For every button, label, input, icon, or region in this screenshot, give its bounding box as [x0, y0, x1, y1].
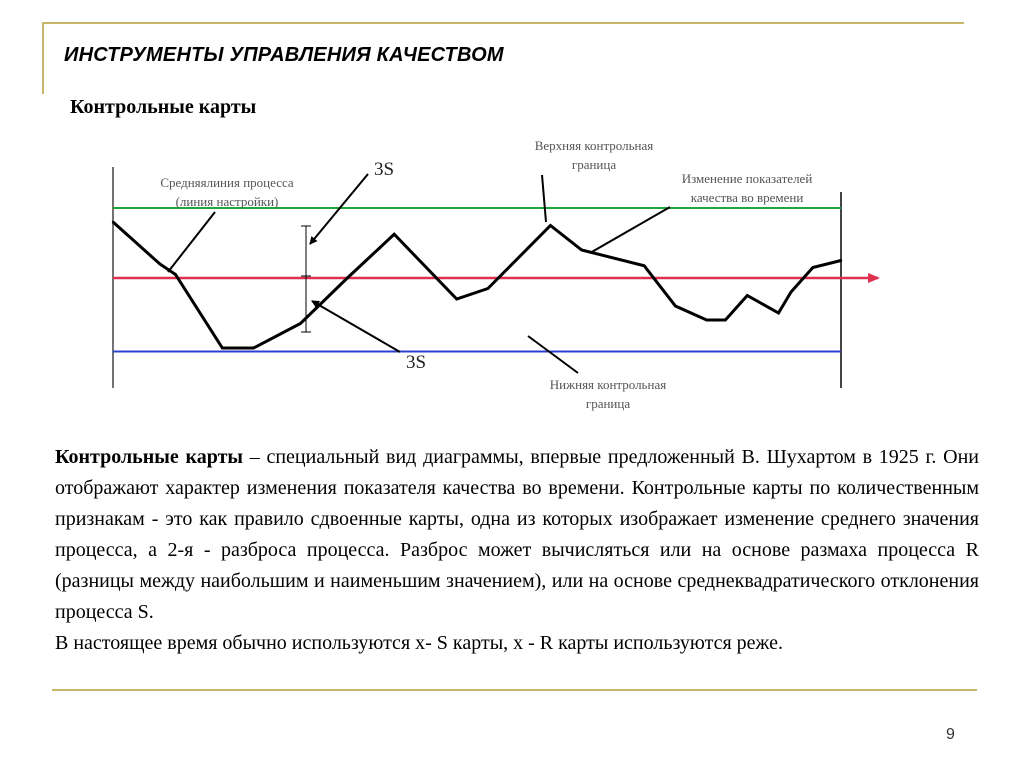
description-text — [55, 442, 979, 659]
data-point — [346, 277, 348, 279]
data-point — [487, 287, 489, 289]
frame-bottom-rule — [52, 689, 977, 691]
description-term: Контрольные карты — [55, 446, 244, 468]
data-point — [724, 319, 726, 321]
page-number: 9 — [946, 726, 955, 743]
data-point — [705, 319, 707, 321]
data-point — [221, 347, 223, 349]
lower-limit-label: Нижняя контрольная граница — [549, 377, 667, 411]
description-body: – специальный вид диаграммы, впервые предложенный В. Шухартом в 1925 г. Они отображают характер изменения показателя качества во времени. Контрольные карты по количественным признакам - это как правило сдвоенные карты, одна из которых изображает изменение среднего значения процесса, а 2-я - разброса процесса. Разброс может вычисляться или на основе размаха процесса R (разницы между наибольшим и наименьшим значением), или на основе среднеквадратического отклонения процесса S. — [55, 446, 979, 623]
center-line-leader — [168, 212, 215, 272]
data-point — [674, 305, 676, 307]
quality-data-points — [112, 221, 842, 349]
data-point — [174, 273, 176, 275]
data-point — [159, 263, 161, 265]
center-line-label: Средняялиния процесса (линия настройки) — [160, 175, 294, 209]
data-point — [790, 291, 792, 293]
data-point — [643, 265, 645, 267]
data-point — [746, 294, 748, 296]
data-point — [299, 322, 301, 324]
upper-3s-label: 3S — [373, 159, 395, 180]
lower-3s-leader — [312, 301, 400, 352]
data-point — [252, 347, 254, 349]
data-point — [812, 266, 814, 268]
data-point — [549, 224, 551, 226]
lower-limit-leader — [528, 336, 578, 373]
description-second-paragraph: В настоящее время обычно используются x- S карты, x - R карты используются реже. — [55, 632, 783, 654]
description-paragraph — [55, 442, 979, 628]
upper-limit-label: Верхняя контрольная граница — [534, 138, 654, 172]
upper-limit-leader — [542, 175, 546, 222]
data-point — [580, 249, 582, 251]
quality-change-label: Изменение показателей качества во времени — [681, 171, 813, 205]
data-point — [393, 233, 395, 235]
data-point — [840, 259, 842, 261]
quality-change-leader — [590, 207, 670, 253]
quality-data-line — [113, 222, 841, 348]
slide-title: ИНСТРУМЕНТЫ УПРАВЛЕНИЯ КАЧЕСТВОМ — [64, 44, 504, 66]
data-point — [112, 221, 114, 223]
slide-subtitle: Контрольные карты — [70, 96, 257, 118]
data-point — [455, 298, 457, 300]
lower-3s-label: 3S — [405, 352, 427, 373]
data-point — [777, 312, 779, 314]
